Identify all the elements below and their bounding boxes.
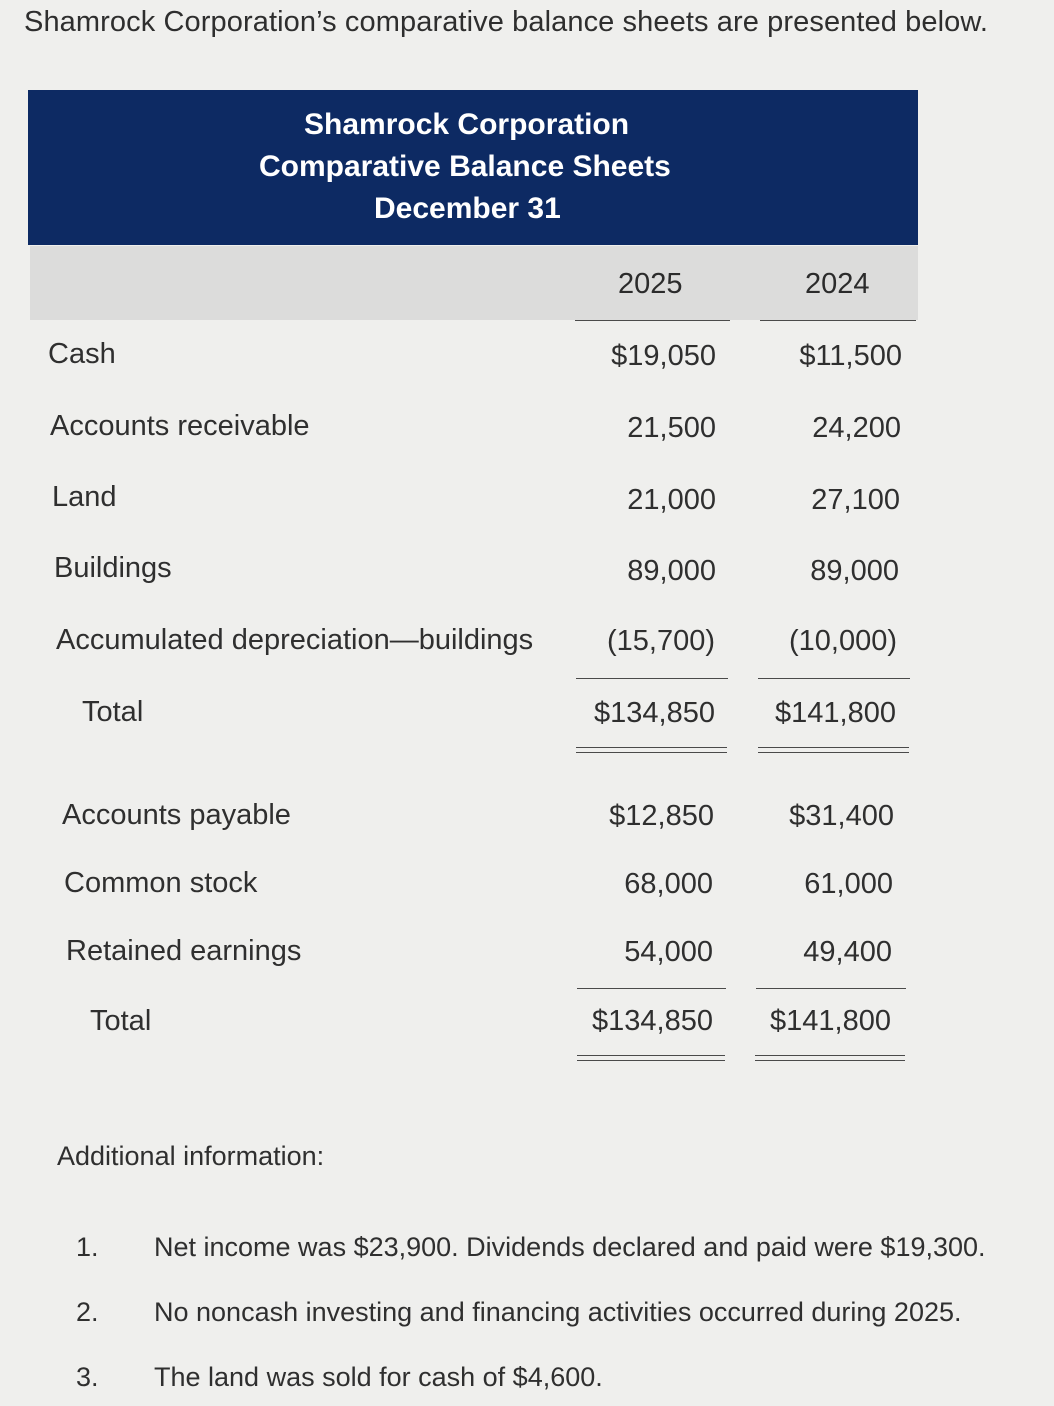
liabilities-total-2024: $141,800 <box>770 1005 891 1037</box>
buildings-2025: 89,000 <box>627 555 716 587</box>
row-label-assets-total: Total <box>82 696 144 728</box>
statement-date: December 31 <box>374 192 561 225</box>
liabilities-subtotal-rule-2025 <box>577 988 726 989</box>
intro-text: Shamrock Corporation’s comparative balance sheets are presented below. <box>24 6 988 38</box>
accounts-payable-2025: $12,850 <box>609 800 714 832</box>
row-label-cash: Cash <box>48 338 116 370</box>
row-label-common-stock: Common stock <box>64 867 258 899</box>
additional-info-text-3: The land was sold for cash of $4,600. <box>154 1362 603 1392</box>
assets-total-double-rule-2024 <box>758 747 909 753</box>
row-label-liabilities-total: Total <box>90 1005 152 1037</box>
additional-info-text-1: Net income was $23,900. Dividends declared and paid were $19,300. <box>154 1232 986 1262</box>
liabilities-total-double-rule-2024 <box>755 1055 905 1061</box>
assets-subtotal-rule-2024 <box>758 678 910 679</box>
accumulated-depreciation-2024: (10,000) <box>788 625 897 657</box>
accounts-receivable-2024: 24,200 <box>812 412 901 444</box>
row-label-accounts-receivable: Accounts receivable <box>50 410 310 442</box>
common-stock-2025: 68,000 <box>624 868 713 900</box>
liabilities-subtotal-rule-2024 <box>756 988 906 989</box>
column-header-2025: 2025 <box>618 268 683 300</box>
row-label-retained-earnings: Retained earnings <box>66 935 302 967</box>
assets-total-double-rule-2025 <box>576 747 727 753</box>
accounts-receivable-2025: 21,500 <box>627 412 716 444</box>
additional-info-number-1: 1. <box>76 1232 99 1262</box>
retained-earnings-2024: 49,400 <box>803 936 892 968</box>
land-2024: 27,100 <box>811 484 900 516</box>
cash-2024: $11,500 <box>799 340 902 372</box>
row-label-land: Land <box>52 481 117 513</box>
header-underline-2024 <box>760 320 916 321</box>
assets-subtotal-rule-2025 <box>576 678 728 679</box>
row-label-accounts-payable: Accounts payable <box>62 799 291 831</box>
row-label-buildings: Buildings <box>54 552 172 584</box>
assets-total-2024: $141,800 <box>775 697 896 729</box>
additional-info-number-2: 2. <box>76 1297 99 1327</box>
accumulated-depreciation-2025: (15,700) <box>606 625 715 657</box>
statement-header <box>28 90 918 245</box>
buildings-2024: 89,000 <box>810 555 899 587</box>
liabilities-total-double-rule-2025 <box>577 1055 725 1061</box>
assets-total-2025: $134,850 <box>594 697 715 729</box>
additional-info-number-3: 3. <box>76 1362 99 1392</box>
column-header-band <box>30 246 918 320</box>
statement-title: Comparative Balance Sheets <box>259 150 671 183</box>
additional-info-text-2: No noncash investing and financing activities occurred during 2025. <box>154 1297 962 1327</box>
row-label-accumulated-depreciation: Accumulated depreciation—buildings <box>56 624 534 656</box>
column-header-2024: 2024 <box>805 268 870 300</box>
header-underline-2025 <box>575 320 730 321</box>
land-2025: 21,000 <box>627 484 716 516</box>
company-name: Shamrock Corporation <box>304 108 630 141</box>
accounts-payable-2024: $31,400 <box>789 800 894 832</box>
liabilities-total-2025: $134,850 <box>592 1005 713 1037</box>
retained-earnings-2025: 54,000 <box>624 936 713 968</box>
additional-info-heading: Additional information: <box>57 1141 325 1171</box>
cash-2025: $19,050 <box>611 340 716 372</box>
common-stock-2024: 61,000 <box>804 868 893 900</box>
